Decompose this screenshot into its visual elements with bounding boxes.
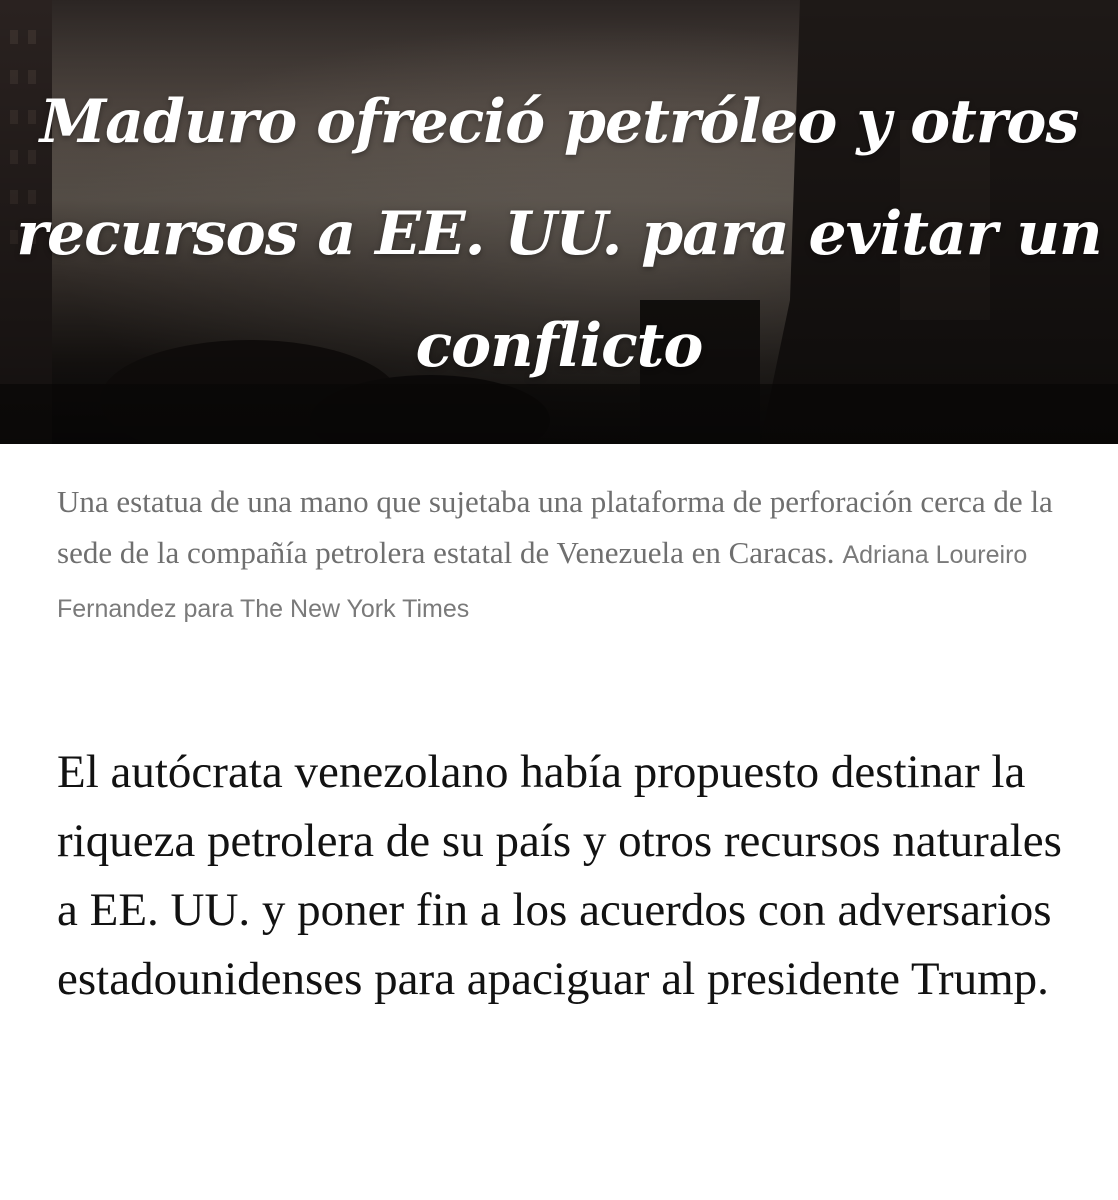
- photo-credit: Adriana Loureiro Fernandez para The New York Times: [57, 541, 1028, 623]
- hero-image: [0, 0, 1118, 444]
- photo-caption: [57, 476, 1067, 635]
- article-headline: Maduro ofreció petróleo y otros recursos a EE. UU. para evitar un conflicto: [16, 87, 1102, 381]
- article-summary: El autócrata venezolano había propuesto destinar la riqueza petrolera de su país y otros recursos naturales a EE. UU. y poner fin a los acuerdos con adversarios estadounidenses para apaciguar al presidente Trump.: [57, 746, 1062, 1005]
- caption-text: Una estatua de una mano que sujetaba una plataforma de perforación cerca de la sede de la compañía petrolera estatal de Venezuela en Caracas.: [57, 484, 1053, 570]
